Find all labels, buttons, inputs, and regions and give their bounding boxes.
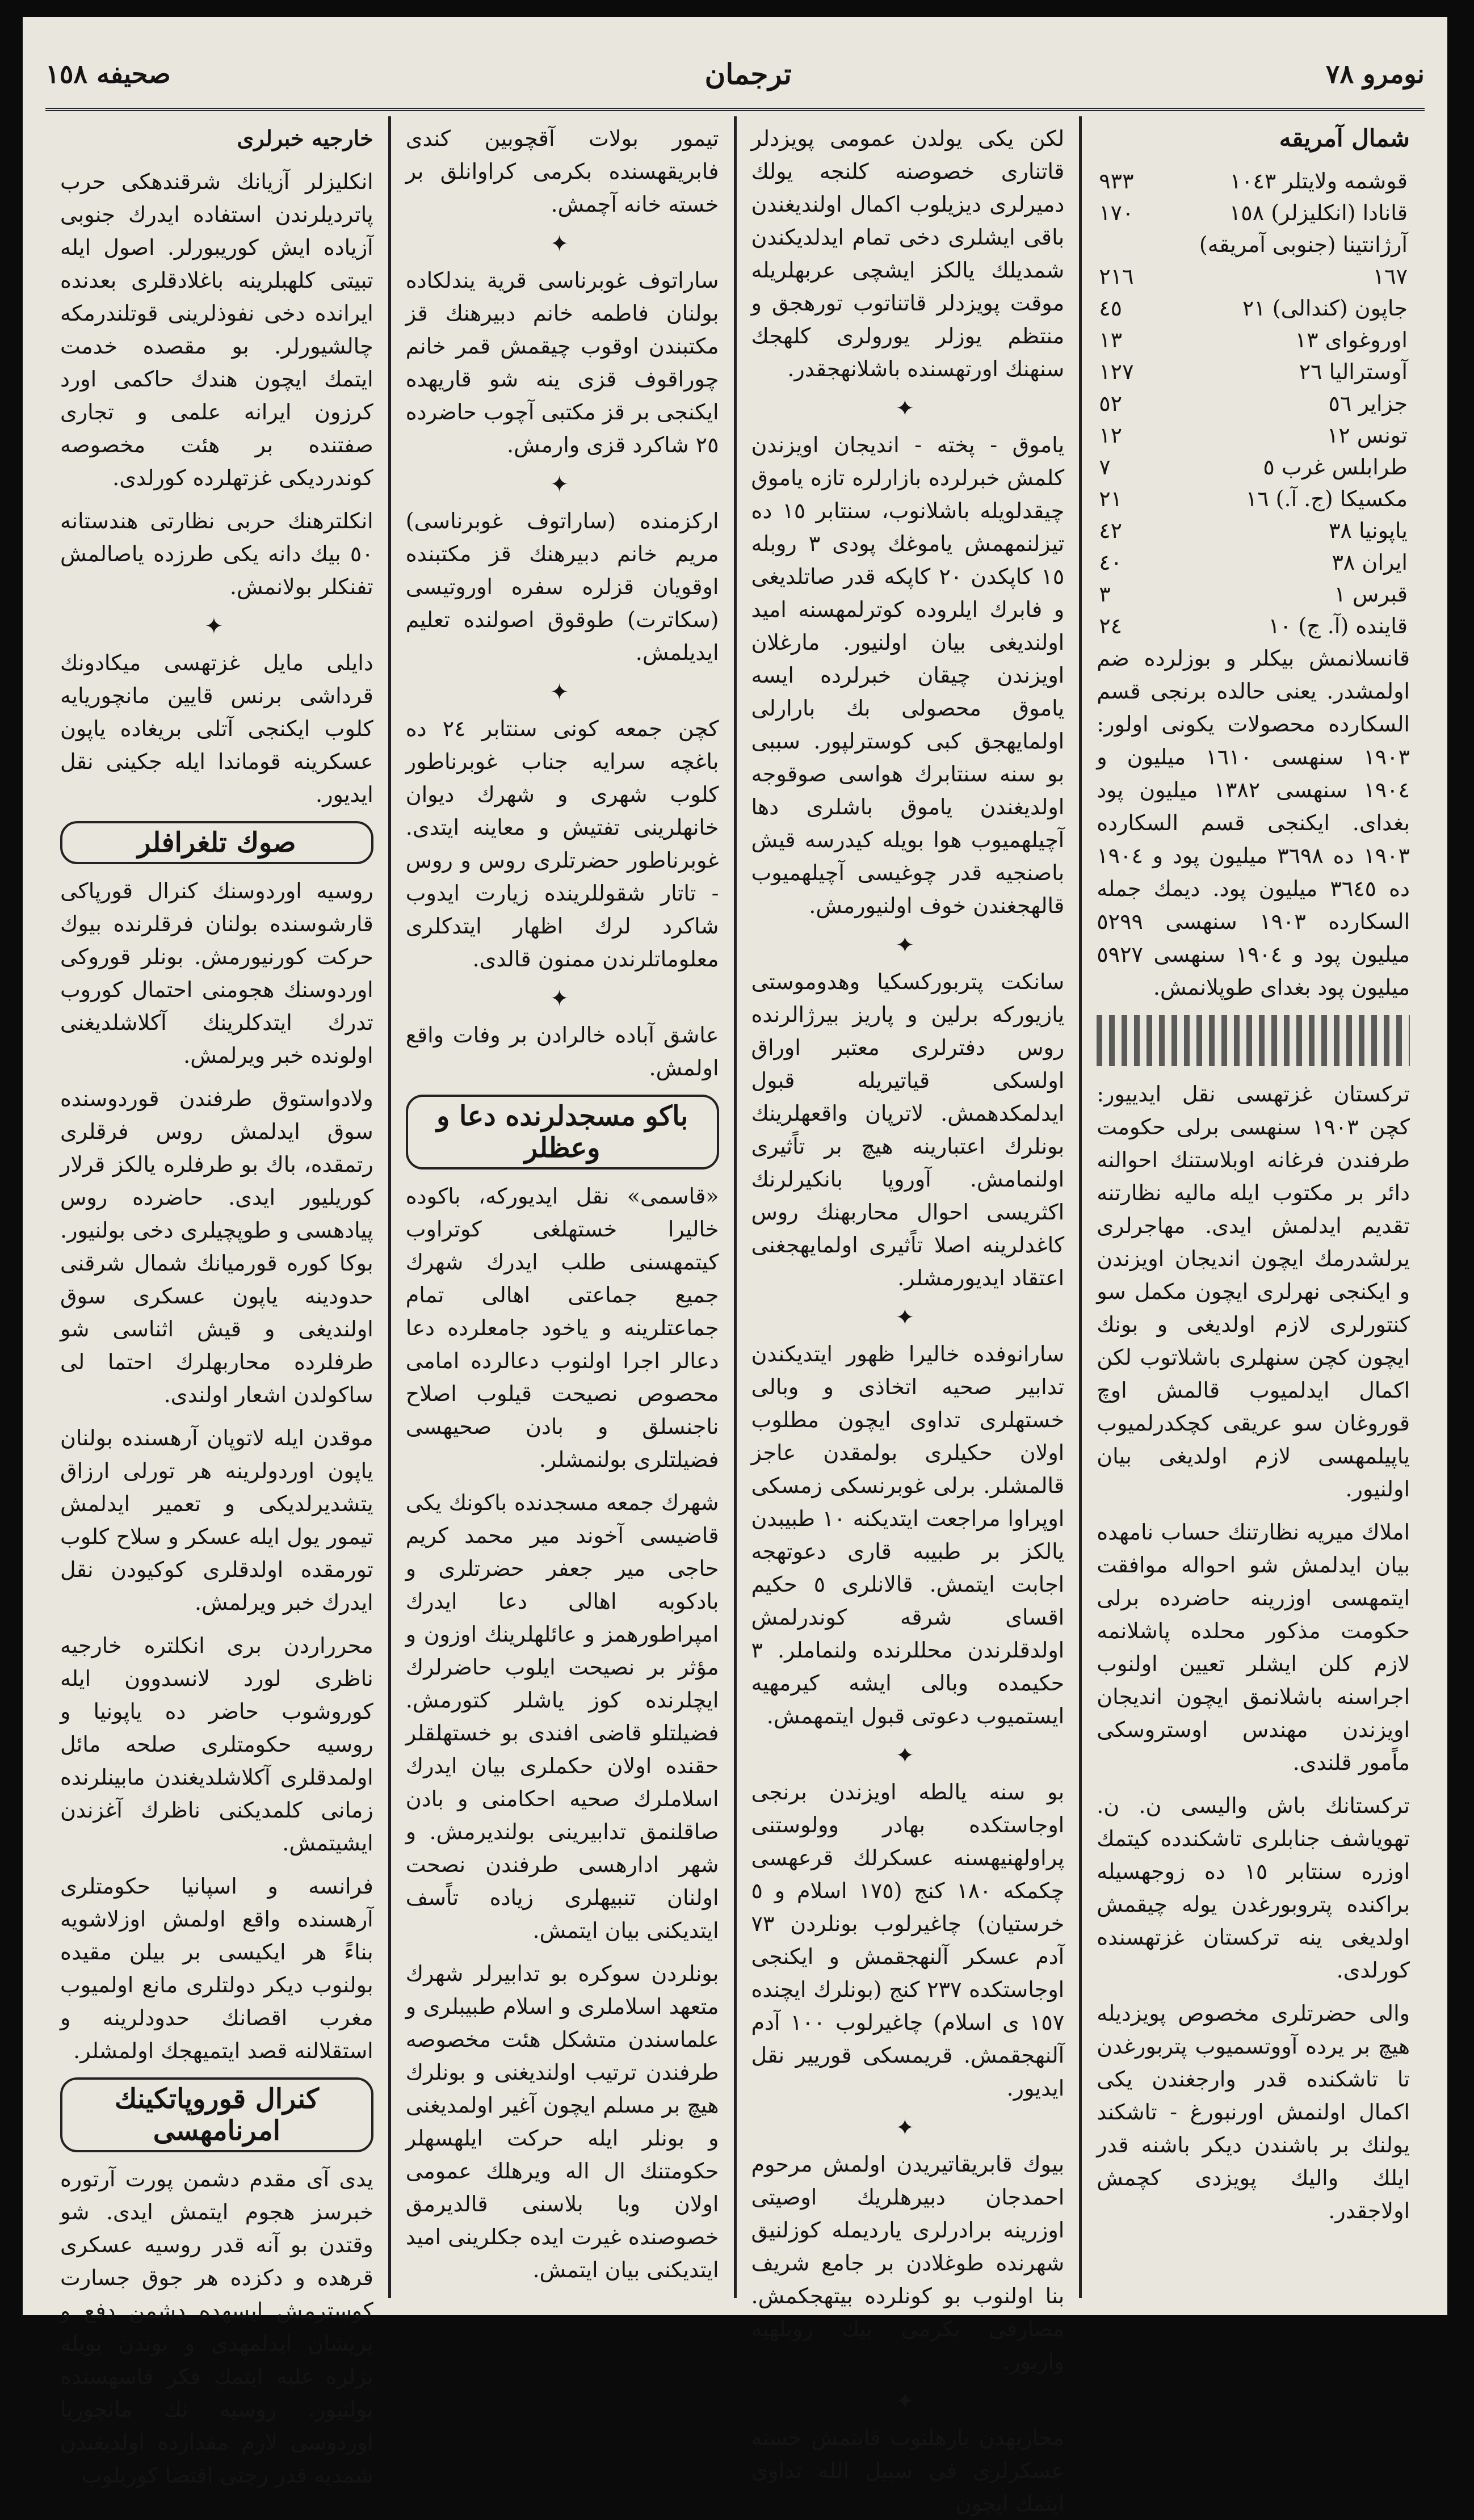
stats-name: ١٦٧ <box>1372 264 1408 289</box>
stats-value: ٤٥ <box>1099 296 1123 321</box>
stats-row <box>1097 578 1410 610</box>
column-2-paragraph: بو سنه يالطه اويزندن برنجى اوجاستكده بهادر وولوستنى پراولهنيهسنه عسكرلك قرعهسى چكمكه ١٨٠ كنج (١٧٥ اسلام و ٥ خرستيان) چاغيرلوب بونلردن ٧٣ آدم عسكر آلنهجقمش و ايكنجى اوجاستكده ٢٣٧ كنج (بونلرك ايچنده ١٥٧ ى اسلام) چاغيرلوب ١٠٠ آدم آلنهجقمش. قريمسكى قوريير نقل ايديور. <box>751 1779 1065 2101</box>
column-3-paragraph: اركزمنده (ساراتوف غوبرناسى) مريم خانم دبيرهنك قز مكتبنده اوقويان قزلره سفره اوروتيسى (سكاترت) طوقوق اصولنده تعليم ايديلمش. <box>405 508 719 665</box>
stats-row <box>1097 546 1410 578</box>
column-3-paragraph: عاشق آباده خالرادن بر وفات واقع اولمش. <box>405 1023 719 1080</box>
stats-row <box>1097 260 1410 292</box>
column-2-paragraph: لكن يكى يولدن عمومى پويزدلر قاتنارى خصوصنه كلنجه يولك دميرلرى ديزيلوب اكمال اولنديغندن باقى ايشلرى دخى تمام ايدلديكندن شمديلك يالكز ايشچى عربهلريله موقت پويزدلر قاتناتوب تورهجق و منتظم يوزلر يورولرى كلهجك سنهنك اورتهسنده باشلانهجقدر. <box>751 126 1065 381</box>
column-2-paragraph: محاربهدن يارهلنوب قايتمش خسته عسكرلرى فى سبيل الله تداوى ايتمك ايچون <box>751 2425 1065 2516</box>
stats-value: ١٧٠ <box>1099 200 1134 225</box>
stats-value: ٩٣٣ <box>1099 169 1134 193</box>
stats-name: آوستراليا ٢٦ <box>1299 359 1408 384</box>
stats-value <box>1097 229 1184 260</box>
stats-name: مكسيكا (ج. آ.) ١٦ <box>1245 486 1408 511</box>
page-header <box>45 40 1425 111</box>
column-2-paragraph: سارانوفده خاليرا ظهور ايتديكندن تدابير صحيه اتخاذى و وبالى خستهلرى تداوى ايچون مطلوب اولان حكيلرى بولمقدن عاجز قالمشلر. برلى غوبرنسكى زمسكى اوپراوا مراجعت ايتديكنه ١٠ طبيبدن يالكز بر طبيبه قارى دعوتهجه اجابت ايتمش. قالانلرى ٥ حكيم اقساى شرقه كوندرلمش اولدقلرندن محللرنده ولنماملر. ٣ حكيمده وبالى ايشه كيرمهيه ايستميوب دعوتى قبول ايتمهمش. <box>751 1341 1065 1728</box>
stats-row <box>1097 515 1410 546</box>
stats-value: ١٣ <box>1099 327 1123 352</box>
divider: ✦ <box>204 613 229 640</box>
column-3-paragraph: تيمور بولات آقچوبين كندى فابريقهسنده بكرمى كراوانلق بر خسته خانه آچمش. <box>405 126 719 217</box>
columns <box>45 116 1425 2516</box>
column-4-paragraph: ولادواستوق طرفندن قوردوسنده سوق ايدلمش روس فرقلرى رتمقده، باك بو طرفلره يالكز قرلار كوريليور ايدى. حاضرده روس پيادهسى و طوپچيلرى دخى بولنيور. بوكا كوره قورميانك شمال شرقنى حدودينه ياپون عسكرى سوق اولنديغى و قيش اثناسى شو طرفلرده محاربهلرك احتما لى ساكولدن اشعار اولندى. <box>60 1086 373 1407</box>
stats-name: طرابلس غرب ٥ <box>1263 455 1408 479</box>
stats-row <box>1097 229 1410 260</box>
column-1 <box>1079 116 1425 2298</box>
stats-row <box>1097 610 1410 642</box>
column-1-paragraph: تركستانك باش واليسى ن. ن. تهوياشف جنابلرى تاشكندده كيتمك اوزره سنتابر ١٥ ده زوجهسيله براكنده پتروبورغدن يوله چيقمش اولديغى ينه تركستان غزتهسنده كورلدى. <box>1097 1793 1410 1983</box>
column-3 <box>388 116 734 2298</box>
stats-value: ٢٤ <box>1099 613 1123 638</box>
column-2-paragraph: بيوك قابريقاتيريدن اولمش مرحوم احمدجان دبيرهلريك اوصيتى اوزرينه برادرلرى يارديمله كوزلنيق شهرنده طوغلادن بر جامع شريف بنا اولنوب بو كونلرده بيتهجكمش. مصارفى بكرمى بيك روبلهيه واريور. <box>751 2152 1065 2374</box>
column-2-paragraph: ياموق - پخته - انديجان اويزندن كلمش خبرلرده بازارلره تازه ياموق چيقدلويله باشلانوب، سنتابر ١٥ ده تيزلنمهمش ياموغك پودى ٣ روبله ١٥ كاپكدن ٢٠ كاپكه قدر صاتلديغى و فابرك ايلروده كوترلمهسنه اميد اولنديغى بيان اولنيور. مارغلان اويزندن چيقان خبرلرده ايسه ياموق محصولى بك بارارلى اولمايهجق كبى كوسترلپور. سببى بو سنه سنتابرك هواسى صوقوجه اولديغندن ياموق باشلرى دها آچيلهميوب هوا بويله كيدرسه قيش باصنجيه قدر چوغيسى آچيلهميوب قالهجغندن خوف اولنيورمش. <box>751 432 1065 918</box>
stats-value: ١٢٧ <box>1099 359 1134 384</box>
stats-row <box>1097 388 1410 419</box>
column-3-paragraph: ساراتوف غوبرناسى قرية يندلكاده بولنان فاطمه خانم دبيرهنك قز مكتبندن اوقوب چيقمش قمر خانم چوراقوف قزى ينه شو قاريهده ايكنجى بر قز مكتبى آچوب حاضرده ٢٥ شاكرد قزى وارمش. <box>405 268 719 457</box>
stats-name: ياپونيا ٣٨ <box>1329 518 1408 543</box>
column-3-paragraph: بونلردن سوكره بو تدابيرلر شهرك متعهد اسلاملرى و اسلام طبيبلرى و علماسندن متشكل هئت مخصوصه طرفندن ترتيب اولنديغنى و بونلرك هيچ بر مسلم ايچون آغير اولمديغنى و بونلر ايله حركت ايلهسهلر حكومتنك ال اله ويرهلك عمومى اولان وبا بلاسنى قالديرمق خصوصنده غيرت ايده جكلرينى اميد ايتديكنى بيان ايتمش. <box>405 1961 719 2282</box>
stats-row <box>1097 197 1410 229</box>
stats-name: قبرس ١ <box>1334 582 1408 607</box>
stats-name: ايران ٣٨ <box>1332 550 1408 575</box>
stats-value: ٢١٦ <box>1099 264 1134 289</box>
stats-name: اوروغواى ١٣ <box>1295 327 1408 352</box>
stats-row <box>1097 292 1410 324</box>
stats-row <box>1097 419 1410 451</box>
column-2-paragraph: سانكت پتربوركسكيا وهدوموستى يازيوركه برلين و پاريز بيرژالرنده روس دفترلرى معتبر اوراق اولسكى قياتيريله قبول ايدلمكدهمش. لاترپان واقعهلرينك بونلرك اعتبارينه هيچ بر تاًثيرى اولنمامش. آوروپا بانكيرلرنك اكثريسى احوال محاربهنك روس كاغدلرينه اصلا تاًثيرى اولمايهجغنى اعتقاد ايديورمشلر. <box>751 969 1065 1290</box>
column-1-paragraph: والى حضرتلرى مخصوص پويزديله هيچ بر يرده آووتسميوب پتربورغدن تا تاشكنده قدر وارجغندن يكى اكمال اولنمش اورنبورغ - تاشكند يولنك بر باشندن ديكر باشنه قدر ايلك واليك پويزدى كچمش اولاجقدر. <box>1097 2001 1410 2223</box>
column-1-paragraph: املاك ميريه نظارتنك حساب نامهده بيان ايدلمش شو احواله موافقت ايتمهسى اوزرينه حاضرده برلى حكومت مذكور محلده پاشلانمه لازم كلن ايشلر تعيين اولنوب اجراسنه باشلانمق ايچون انديجان اويزندن مهندس اوستروسكى ماًمور قلندى. <box>1097 1520 1410 1775</box>
stats-value: ٤٠ <box>1099 550 1123 575</box>
newspaper-page <box>23 17 1447 2516</box>
stats-table <box>1097 165 1410 642</box>
divider: ✦ <box>895 1743 921 1769</box>
column-4-paragraph: فرانسه و اسپانيا حكومتلرى آرهسنده واقع اولمش اوزلاشويه بناءً هر ايكيسى بر بيلن مقيده بولنوب ديكر دولتلرى مانع اولميوب مغرب اقصانك حدودلرينه و استقلالنه قصد ايتميهجك اولمشلر. <box>60 1874 373 2063</box>
column-4-paragraph: محرراردن برى انكلتره خارجيه ناظرى لورد لانسدوون ايله كوروشوب حاضر ده ياپونيا و روسيه حكومتلرى صلحه مائل اولمدقلرى آكلاشلديغندن مابينلرنده زمانى كلمديكنى ناظرك آغزندن ايشيتمش. <box>60 1633 373 1856</box>
stats-row <box>1097 165 1410 197</box>
column-3-paragraph: كچن جمعه كونى سنتابر ٢٤ ده باغچه سرايه جناب غوبرناطور كلوب شهرى و شهرك ديوان خانهلرينى تفتيش و معاينه ايتدى. غوبرناطور حضرتلرى روس و روس - تاتار شقوللرينده زيارت ايدوب شاكرد لرك اظهار ايتدكلرى معلوماتلرندن ممنون قالدى. <box>405 716 719 971</box>
column-4-paragraph: دايلى مايل غزتهسى ميكادونك قرداشى برنس قايين مانچوريايه كلوب ايكنجى آتلى بريغاده ياپون عسكرينه قوماندا ايله جكينى نقل ايديور. <box>60 650 373 807</box>
divider: ✦ <box>549 679 575 705</box>
stats-value: ٢١ <box>1099 486 1123 511</box>
stats-row <box>1097 324 1410 356</box>
divider: ✦ <box>549 231 575 257</box>
column-4-paragraph: انكلترهنك حربى نظارتى هندستانه ٥٠ بيك دانه يكى طرزده ياصالمش تفنكلر بولانمش. <box>60 508 373 599</box>
divider: ✦ <box>895 1305 921 1331</box>
stats-heading: شمال آمريقه <box>1279 124 1410 152</box>
section-subtitle: باكو مسجدلرنده دعا و وعظلر <box>406 1095 719 1169</box>
divider: ✦ <box>895 2115 921 2141</box>
column-4-paragraph: موقدن ايله لاتوپان آرهسنده بولنان ياپون اوردولرينه هر تورلى ارزاق يتشديرلديكى و تعمير ايدلمش تيمور يول ايله عسكر و سلاح كلوب تورمقده اولدقلرى كوكيودن نقل ايدرك خبر ويرلمش. <box>60 1425 373 1615</box>
section-subtitle: صوك تلغرافلر <box>60 821 373 864</box>
stats-name: قوشمه ولايتلر ١٠٤٣ <box>1229 169 1408 193</box>
column-4-paragraph: يدى آى مقدم دشمن پورت آرتوره خبرسز هجوم ايتمش ايدى. شو وقتدن بو آنه قدر روسيه عسكرى قرهده و دكزده هر جوق جسارت كوسترمش ايسهده دشمن دفع و پريشان ايدلمهدى و بوندن بويله بزلره غلبه ايتمك فكر قاسهسنده بولنيور. روسيه نك مانچوريا اوردوسى لازم مقدارده اولديغندن شمديه قدر رچتى اقتضا كوريلوب <box>60 2166 373 2488</box>
section-title: خارجيه خبرلرى <box>237 125 373 151</box>
divider: ✦ <box>895 396 921 422</box>
column-4-paragraph: روسيه اوردوسنك كنرال قورپاكى قارشوسنده بولنان فرقلرنده بيوك حركت كورنيورمش. بونلر قوروكى اوردوسنك هجومنى احتمال كوروب تدرك ايتدكلرينك آكلاشلديغنى اولونده خبر ويرلمش. <box>60 878 373 1068</box>
stats-name: قانادا (انكليزلر) ١٥٨ <box>1229 200 1408 225</box>
stats-name: جزاير ٥٦ <box>1328 391 1408 416</box>
stats-name: جاپون (كندالى) ٢١ <box>1242 296 1408 321</box>
column-4 <box>45 116 388 2488</box>
divider: ✦ <box>549 472 575 498</box>
stats-row <box>1097 451 1410 483</box>
column-2 <box>734 116 1080 2516</box>
stats-name: تونس ١٢ <box>1326 423 1408 448</box>
column-3-paragraph: «قاسمى» نقل ايديوركه، باكوده خاليرا خستهلغى كوتراوب كيتمهسنى طلب ايدرك شهرك جميع جماعتى اهالى تمام جماعتلرينه و ياخود جامعلرده دعا دعالر اجرا اولنوب دعالرده امامى محصوص نصيحت قيلوب اصلاح ناجنسلق و بادن صحيهسى فضيلتلرى بولنمشلر. <box>405 1184 719 1472</box>
page-label: صحيفه ١٥٨ <box>45 58 171 89</box>
stats-value: ٥٢ <box>1099 391 1123 416</box>
column-1-paragraph: تركستان غزتهسى نقل ايدييور: كچن ١٩٠٣ سنهسى برلى حكومت طرفندن فرغانه اوبلاستنك احوالنه دائر بر مكتوب ايله ماليه نظارتنه تقديم ايدلمش ايدى. مهاجرلرى يرلشدرمك ايچون انديجان اويزندن و ايكنجى نهرلرى ايچون مكمل سو كنتورلرى لازم اولديغى و بونك ايچون كچن سنهلرى باشلاتوب لكن اكمال ايدلميوب قالمش اوچ قوروغان سو عريقى كچكدرلميوب ياپيلمهسى لازم اولديغى بيان اولنيور. <box>1097 1082 1410 1501</box>
stats-row <box>1097 483 1410 515</box>
divider: ✦ <box>895 2388 921 2414</box>
stats-value: ٧ <box>1099 455 1111 479</box>
divider: ✦ <box>895 932 921 958</box>
column-4-paragraph: انكليزلر آزيانك شرقندهكى حرب پاترديلرندن استفاده ايدرك جنوبى آزياده ايش كوريبورلر. اصول ايله تبيتى كلهبلرينه باغلادقلرى بعدنده ايرانده دخى نفوذلرينى قوتلندرمكه چالشيورلر. بو مقصده خدمت ايتمك ايچون هندك حاكمى اورد كرزون ايرانه علمى و تجارى صفتنده بر هئت مخصوصه كوندرديكى غزتهلرده كورلدى. <box>60 169 373 490</box>
smudged-heading <box>1097 1015 1410 1066</box>
stats-name: قاينده (آ. ج) ١٠ <box>1268 613 1408 638</box>
newspaper-name: ترجمان <box>704 57 792 91</box>
issue-label: نومرو ٧٨ <box>1325 58 1425 89</box>
stats-name: آرژانتينا (جنوبى آمريقه) <box>1199 232 1408 257</box>
column-1-paragraph: قانسلانمش بيكلر و بوزلرده ضم اولمشدر. يعنى حالده برنجى قسم السكارده محصولات يكونى اولور: ١٩٠٣ سنهسى ١٦١٠ ميليون و ١٩٠٤ سنهسى ١٣٨٢ ميليون پود بغداى. ايكنجى قسم السكارده ١٩٠٣ ده ٣٦٩٨ ميليون پود و ١٩٠٤ ده ٣٦٤٥ ميليون پود. ديمك جمله السكارده ١٩٠٣ سنهسى ٥٢٩٩ ميليون پود و ١٩٠٤ سنهسى ٥٩٢٧ ميليون پود بغداى طوپلانمش. <box>1097 646 1410 1000</box>
stats-row <box>1097 356 1410 388</box>
stats-value: ٣ <box>1099 582 1111 607</box>
section-subtitle: كنرال قوروپاتكينك امرنامهسى <box>60 2077 373 2152</box>
stats-value: ١٢ <box>1099 423 1123 448</box>
divider: ✦ <box>549 986 575 1012</box>
column-3-paragraph: شهرك جمعه مسجدنده باكونك يكى قاضيسى آخوند مير محمد كريم حاجى مير جعفر حضرتلرى و بادكوبه اهالى دعا ايدرك امپراطورهمز و عائلهلرينك اوزون و مؤثر بر نصيحت ايلوب حاضرلرك ايچلرنده كوز ياشلر كتورمش. فضيلتلو قاضى افندى بو خستهلقلر حقنده اولان حكملرى بيان ايدرك اسلاملرك صحيه احكامنى و بادن صاقلنمق تدابيرينى بولنديرمش. و شهر ادارهسى طرفندن نصحت اولنان تنبيهلرى زياده تاًسف ايتديكنى بيان ايتمش. <box>405 1490 719 1943</box>
stats-value: ٤٢ <box>1099 518 1123 543</box>
